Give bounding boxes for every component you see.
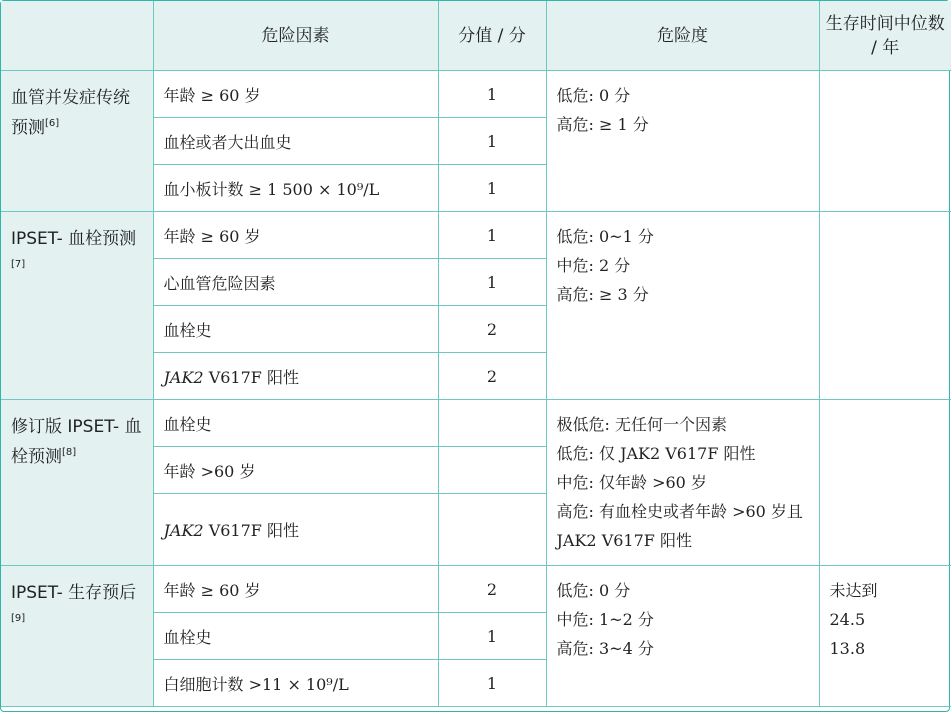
group-name: IPSET- 生存预后[9] — [1, 566, 153, 707]
survival-cell — [819, 400, 951, 566]
factor-cell: 年龄 >60 岁 — [153, 447, 438, 494]
table-row — [1, 212, 951, 259]
score-cell: 1 — [438, 212, 546, 259]
risk-line: 高危: 有血栓史或者年龄 >60 岁且 JAK2 V617F 阳性 — [556, 502, 803, 550]
factor-cell: 血小板计数 ≥ 1 500 × 10⁹/L — [153, 165, 438, 212]
factor-cell: 血栓史 — [153, 613, 438, 660]
score-cell: 1 — [438, 660, 546, 707]
risk-cell — [546, 566, 819, 707]
group-name: 修订版 IPSET- 血栓预测[8] — [1, 400, 153, 566]
survival-cell — [819, 71, 951, 212]
header-group — [1, 1, 153, 71]
header-row — [1, 1, 951, 71]
score-cell: 2 — [438, 566, 546, 613]
risk-line: 低危: 仅 JAK2 V617F 阳性 — [556, 444, 756, 463]
group-name: IPSET- 血栓预测[7] — [1, 212, 153, 400]
risk-line: 高危: ≥ 1 分 — [556, 115, 649, 134]
score-cell — [438, 447, 546, 494]
risk-cell — [546, 212, 819, 400]
factor-cell: 血栓史 — [153, 400, 438, 447]
risk-line: 极低危: 无任何一个因素 — [556, 415, 727, 434]
factor-cell: 血栓或者大出血史 — [153, 118, 438, 165]
header-risk: 危险度 — [546, 1, 819, 71]
factor-cell: 年龄 ≥ 60 岁 — [153, 212, 438, 259]
header-factor: 危险因素 — [153, 1, 438, 71]
risk-line: 中危: 2 分 — [556, 256, 631, 275]
risk-line: 高危: ≥ 3 分 — [556, 285, 649, 304]
table-row — [1, 71, 951, 118]
survival-line: 未达到 — [829, 581, 878, 600]
risk-line: 高危: 3~4 分 — [556, 639, 654, 658]
table-row — [1, 566, 951, 613]
score-cell — [438, 494, 546, 566]
risk-line: 低危: 0~1 分 — [556, 227, 654, 246]
factor-cell: JAK2 V617F 阳性 — [153, 353, 438, 400]
factor-cell: 血栓史 — [153, 306, 438, 353]
risk-line: 中危: 1~2 分 — [556, 610, 654, 629]
risk-score-table — [1, 1, 951, 707]
risk-line: 低危: 0 分 — [556, 86, 631, 105]
risk-cell — [546, 71, 819, 212]
table-row — [1, 400, 951, 447]
survival-line: 24.5 — [829, 610, 866, 629]
score-cell: 2 — [438, 353, 546, 400]
score-cell: 2 — [438, 306, 546, 353]
survival-line: 13.8 — [829, 639, 866, 658]
factor-cell: 白细胞计数 >11 × 10⁹/L — [153, 660, 438, 707]
risk-line: 低危: 0 分 — [556, 581, 631, 600]
score-cell: 1 — [438, 259, 546, 306]
score-cell — [438, 400, 546, 447]
factor-cell: JAK2 V617F 阳性 — [153, 494, 438, 566]
factor-cell: 年龄 ≥ 60 岁 — [153, 566, 438, 613]
group-name: 血管并发症传统预测[6] — [1, 71, 153, 212]
factor-cell: 年龄 ≥ 60 岁 — [153, 71, 438, 118]
survival-cell — [819, 566, 951, 707]
risk-cell — [546, 400, 819, 566]
header-survival: 生存时间中位数 / 年 — [819, 1, 951, 71]
factor-cell: 心血管危险因素 — [153, 259, 438, 306]
header-score: 分值 / 分 — [438, 1, 546, 71]
score-cell: 1 — [438, 613, 546, 660]
score-cell: 1 — [438, 71, 546, 118]
score-cell: 1 — [438, 165, 546, 212]
risk-line: 中危: 仅年龄 >60 岁 — [556, 473, 707, 492]
survival-cell — [819, 212, 951, 400]
score-cell: 1 — [438, 118, 546, 165]
